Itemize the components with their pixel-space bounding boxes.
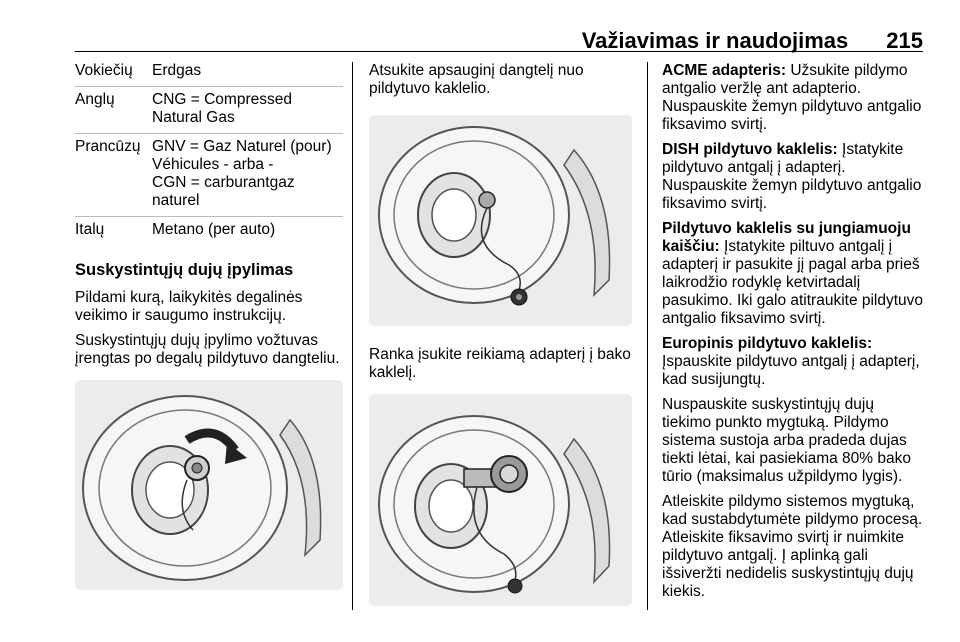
term-text: Užsukite pildymo antgalio veržlę ant adapterio. Nuspauskite žemyn pildytuvo antgalio fiksavimo svirtį. <box>662 62 922 133</box>
paragraph: Suskystintųjų dujų įpylimo vožtuvas įrengtas po degalų pildytuvo dangteliu. <box>75 332 340 367</box>
language-name: Vokiečių <box>75 62 133 79</box>
column-divider <box>352 62 353 610</box>
term-label: Europinis pildytuvo kaklelis: <box>662 335 873 352</box>
illustration-open-cap <box>369 115 632 326</box>
paragraph: Nuspauskite suskystintųjų dujų tiekimo punkto mygtuką. Pildymo sistema sustoja arba pradeda dujas tiekti lėtai, kai pasiekiama 80% bako tūrio (maksimalus užpildymo lygis). <box>662 396 911 485</box>
illustration-remove-cap <box>75 380 343 590</box>
fuel-flap-illustration <box>369 115 632 326</box>
table-row <box>75 134 343 217</box>
language-term: Erdgas <box>152 62 202 79</box>
term-text: Įstatykite piltuvo antgalį į adapterį ir pasukite jį pagal arba prieš laikrodžio rodyklę ketvirtadalį pasukimo. Iki galo atitraukite pildytuvo antgalio fiksavimo svirtį. <box>662 238 924 327</box>
table-row <box>75 87 343 134</box>
column-2 <box>369 62 637 606</box>
paragraph-acme <box>662 62 927 134</box>
paragraph: Atsukite apsauginį dangtelį nuo pildytuvo kaklelio. <box>369 62 584 97</box>
language-name: Italų <box>75 221 105 238</box>
illustration-adapter <box>369 394 632 606</box>
language-name: Anglų <box>75 91 115 108</box>
language-term: Metano (per auto) <box>152 221 276 238</box>
paragraph-bayonet <box>662 220 927 328</box>
term-label: ACME adapteris: <box>662 62 787 79</box>
term-label: DISH pildytuvo kaklelis: <box>662 141 838 158</box>
term-text: Įstatykite pildytuvo antgalį į adapterį. Nuspauskite žemyn pildytuvo antgalio fiksavimo svirtį. <box>662 141 922 212</box>
paragraph-dish <box>662 141 927 213</box>
table-row <box>75 62 343 87</box>
column-divider <box>647 62 648 610</box>
language-name: Prancūzų <box>75 138 141 155</box>
language-term: CNG = Compressed Natural Gas <box>152 91 292 126</box>
fuel-flap-illustration <box>75 380 343 590</box>
paragraph-euro <box>662 335 927 389</box>
language-table <box>75 62 343 245</box>
section-title: Važiavimas ir naudojimas <box>581 28 849 53</box>
page-number: 215 <box>886 28 923 53</box>
language-term: GNV = Gaz Naturel (pour) Véhicules - arba - CGN = carburantgaz naturel <box>152 138 332 209</box>
paragraph: Pildami kurą, laikykitės degalinės veikimo ir saugumo instrukcijų. <box>75 289 303 324</box>
fuel-flap-illustration <box>369 394 632 606</box>
paragraph: Atleiskite pildymo sistemos mygtuką, kad sustabdytumėte pildymo procesą. Atleiskite fiksavimo svirtį ir nuimkite pildytuvo antgalį. Į aplinką gali išsiveržti nedidelis suskystintųjų dujų kiekis. <box>662 493 923 600</box>
table-row <box>75 217 343 245</box>
paragraph: Ranka įsukite reikiamą adapterį į bako kaklelį. <box>369 346 631 381</box>
section-heading: Suskystintųjų dujų įpylimas <box>75 261 294 279</box>
column-3 <box>662 62 927 608</box>
term-label: Pildytuvo kaklelis su jungiamuoju kaiščiu: <box>662 220 911 255</box>
column-1 <box>75 62 343 590</box>
header-rule <box>75 51 923 52</box>
term-text: Įspauskite pildytuvo antgalį į adapterį, kad susijungtų. <box>662 353 920 388</box>
